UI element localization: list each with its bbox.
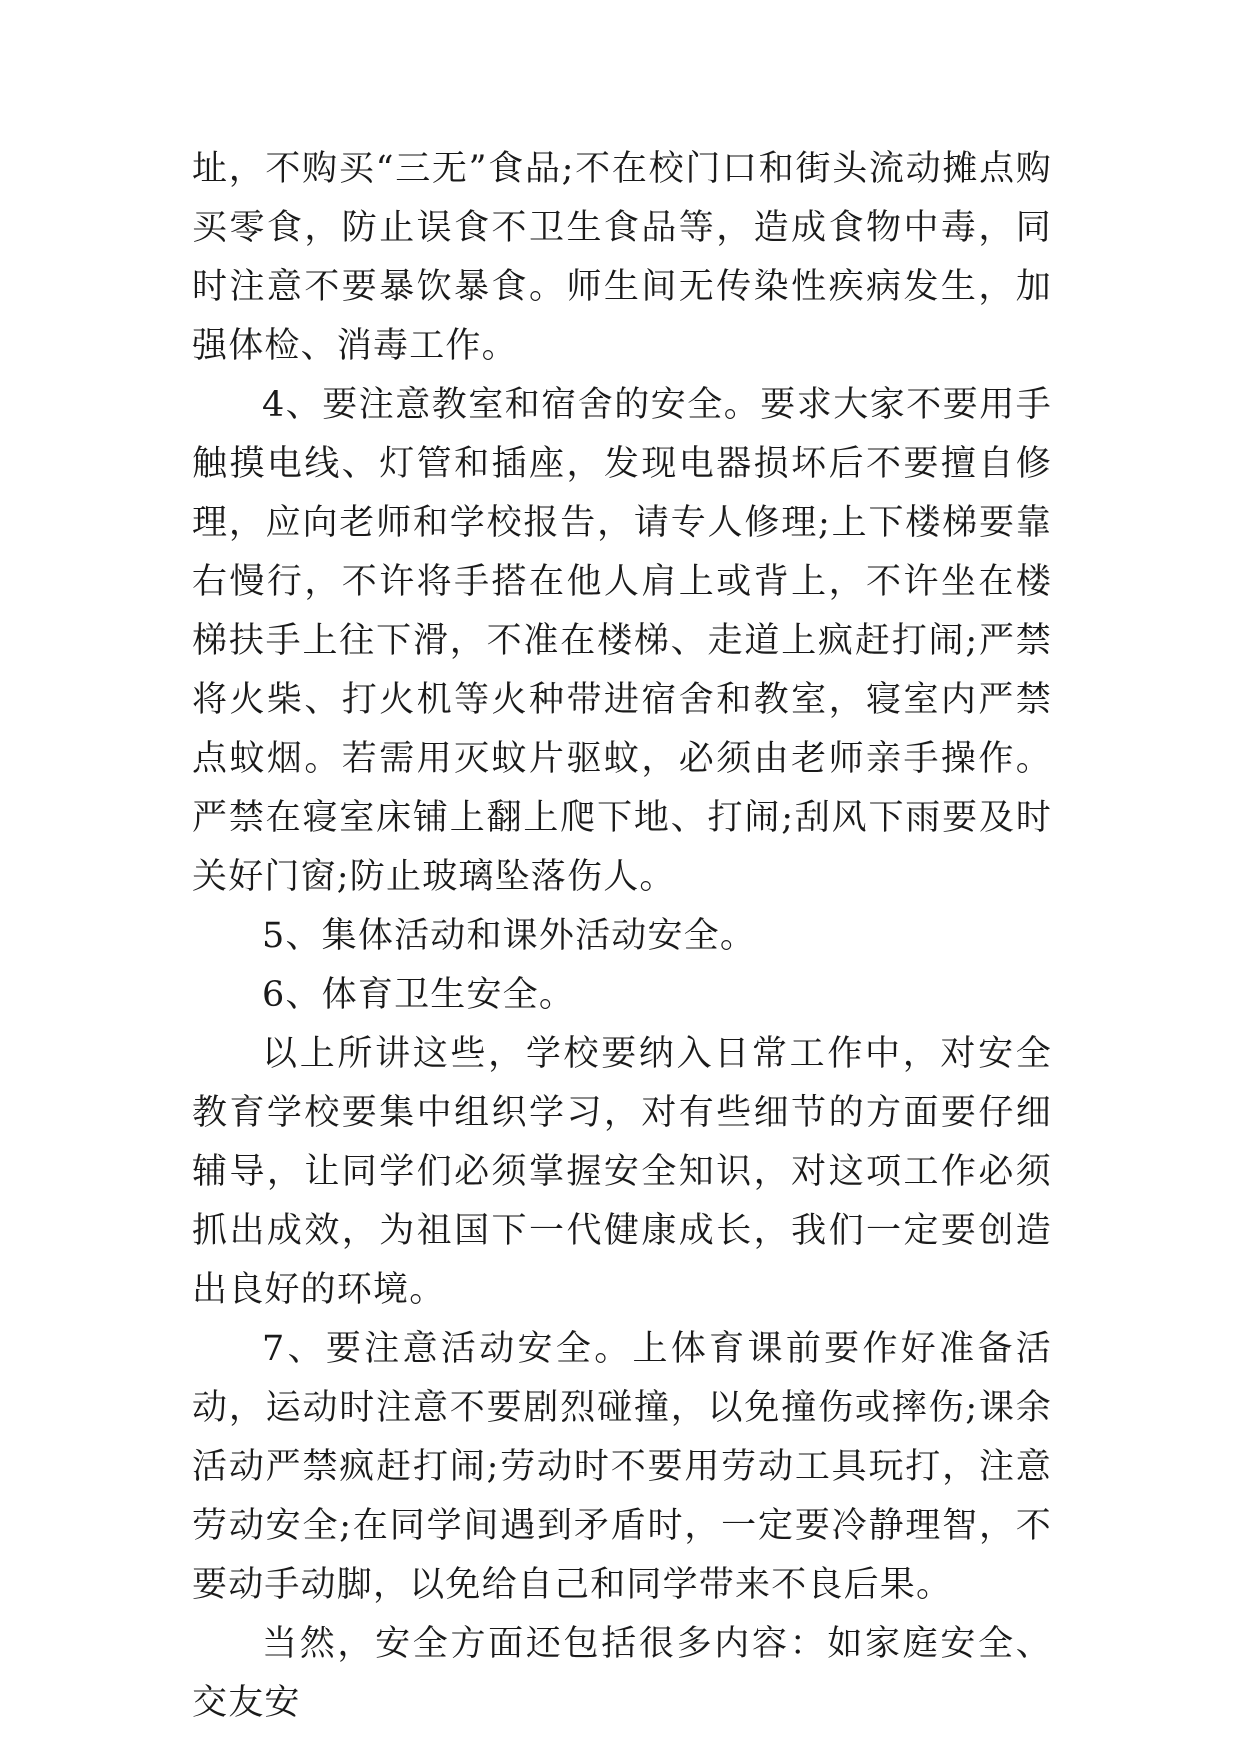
paragraph-continuation: 址，不购买“三无”食品;不在校门口和街头流动摊点购买零食，防止误食不卫生食品等，造成食物中毒，同时注意不要暴饮暴食。师生间无传染性疾病发生，加强体检、消毒工作。: [192, 149, 1052, 366]
paragraph-item-5: 5、集体活动和课外活动安全。: [262, 916, 757, 956]
paragraph-closing: 当然，安全方面还包括很多内容：如家庭安全、交友安: [192, 1624, 1052, 1723]
paragraph-summary: 以上所讲这些，学校要纳入日常工作中，对安全教育学校要集中组织学习，对有些细节的方面要仔细辅导，让同学们必须掌握安全知识，对这项工作必须抓出成效，为祖国下一代健康成长，我们一定要创造出良好的环境。: [192, 1034, 1052, 1310]
paragraph-item-6: 6、体育卫生安全。: [262, 975, 576, 1015]
document-body: [192, 140, 1052, 1733]
paragraph-item-7: 7、要注意活动安全。上体育课前要作好准备活动，运动时注意不要剧烈碰撞，以免撞伤或摔伤;课余活动严禁疯赶打闹;劳动时不要用劳动工具玩打，注意劳动安全;在同学间遇到矛盾时，一定要冷静理智，不要动手动脚，以免给自己和同学带来不良后果。: [192, 1329, 1052, 1605]
paragraph-item-4: 4、要注意教室和宿舍的安全。要求大家不要用手触摸电线、灯管和插座，发现电器损坏后不要擅自修理，应向老师和学校报告，请专人修理;上下楼梯要靠右慢行，不许将手搭在他人肩上或背上，不许坐在楼梯扶手上往下滑，不准在楼梯、走道上疯赶打闹;严禁将火柴、打火机等火种带进宿舍和教室，寝室内严禁点蚊烟。若需用灭蚊片驱蚊，必须由老师亲手操作。严禁在寝室床铺上翻上爬下地、打闹;刮风下雨要及时关好门窗;防止玻璃坠落伤人。: [192, 385, 1052, 897]
